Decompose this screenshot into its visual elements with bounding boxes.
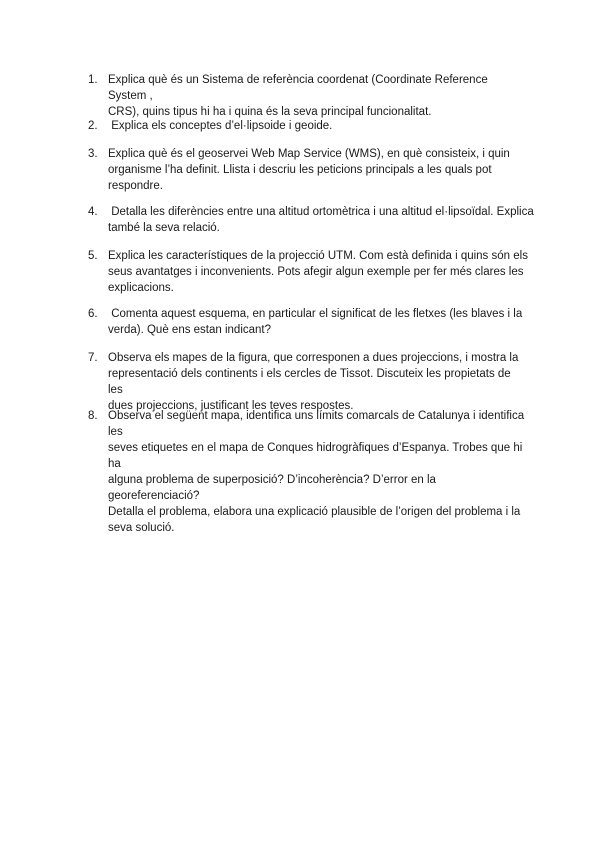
question-line: explicacions. bbox=[108, 282, 174, 294]
question-text bbox=[108, 204, 534, 236]
question-text bbox=[108, 72, 528, 120]
question-line: CRS), quins tipus hi ha i quina és la seva principal funcionalitat. bbox=[108, 106, 432, 118]
question-line: Explica què és un Sistema de referència coordenat (Coordinate Reference System , bbox=[108, 74, 488, 102]
question-text bbox=[108, 350, 528, 414]
question-line: representació dels continents i els cercles de Tissot. Discuteix les propietats de les bbox=[108, 368, 511, 396]
question-line: Detalla les diferències entre una altitud ortomètrica i una altitud el·lipsoïdal. Explica bbox=[108, 206, 534, 218]
question-text bbox=[108, 248, 528, 296]
question-line: Explica què és el geoservei Web Map Service (WMS), en què consisteix, i quin bbox=[108, 148, 510, 160]
question-line: Detalla el problema, elabora una explicació plausible de l’origen del problema i la bbox=[108, 506, 521, 518]
question-number: 5. bbox=[88, 250, 98, 262]
question-line: Observa els mapes de la figura, que corresponen a dues projeccions, i mostra la bbox=[108, 352, 519, 364]
question-line: organisme l’ha definit. Llista i descriu les peticions principals a les quals pot bbox=[108, 164, 492, 176]
question-number: 2. bbox=[88, 120, 98, 132]
question-line: seves etiquetes en el mapa de Conques hidrogràfiques d’Espanya. Trobes que hi ha bbox=[108, 442, 523, 470]
question-number: 4. bbox=[88, 206, 98, 218]
question-line: Observa el següent mapa, identifica uns límits comarcals de Catalunya i identifica les bbox=[108, 410, 525, 438]
question-number: 7. bbox=[88, 352, 98, 364]
question-text bbox=[108, 408, 528, 536]
question-number: 1. bbox=[88, 74, 98, 86]
question-line: verda). Què ens estan indicant? bbox=[108, 324, 272, 336]
question-line: Explica els conceptes d’el·lipsoide i geoide. bbox=[108, 120, 333, 132]
question-number: 3. bbox=[88, 148, 98, 160]
question-line: seva solució. bbox=[108, 522, 175, 534]
question-line: respondre. bbox=[108, 180, 163, 192]
question-text bbox=[108, 306, 528, 338]
question-line: Comenta aquest esquema, en particular el significat de les fletxes (les blaves i la bbox=[108, 308, 523, 320]
question-line: també la seva relació. bbox=[108, 222, 220, 234]
question-number: 6. bbox=[88, 308, 98, 320]
question-text bbox=[108, 118, 528, 134]
question-line: seus avantatges i inconvenients. Pots afegir algun exemple per fer més clares les bbox=[108, 266, 524, 278]
question-text bbox=[108, 146, 528, 194]
question-line: dues projeccions, justificant les teves respostes. bbox=[108, 400, 354, 412]
question-line: Explica les característiques de la projecció UTM. Com està definida i quins són els bbox=[108, 250, 528, 262]
question-line: alguna problema de superposició? D’incoherència? D’error en la georeferenciació? bbox=[108, 474, 436, 502]
question-number: 8. bbox=[88, 410, 98, 422]
